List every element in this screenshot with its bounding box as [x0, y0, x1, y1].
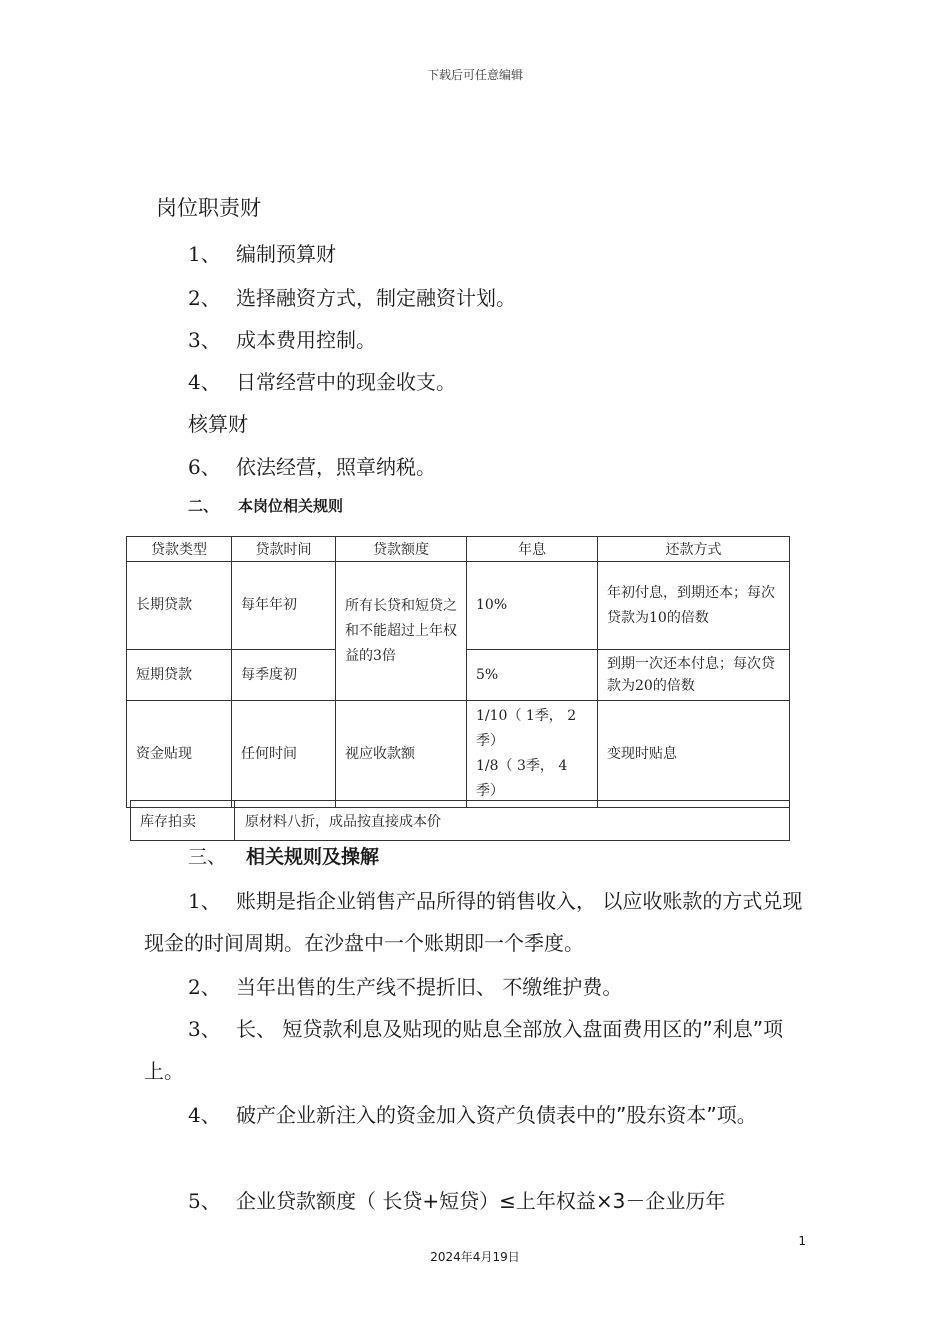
table-cell: 长期贷款: [127, 562, 232, 650]
table-cell: 变现时贴息: [598, 701, 790, 808]
section-heading: [188, 842, 379, 869]
table-header-row: [127, 537, 790, 562]
rule-paragraph: [144, 1008, 808, 1092]
rate-line: 1/10（ 1季， 2季）: [476, 708, 577, 749]
table-cell: 任何时间: [232, 701, 336, 808]
column-header: 贷款时间: [232, 537, 336, 562]
item-number: 6、: [188, 455, 221, 479]
item-number: 4、: [188, 370, 221, 394]
rule-paragraph: [144, 1094, 808, 1136]
column-header: 贷款额度: [336, 537, 467, 562]
rule-paragraph: [144, 966, 808, 1008]
auction-row: [130, 800, 790, 841]
table-cell: 每年年初: [232, 562, 336, 650]
table-cell: 每季度初: [232, 650, 336, 701]
paragraph-number: 4、: [188, 1103, 221, 1127]
table-row: [127, 562, 790, 650]
item-text: 编制预算财: [236, 242, 336, 266]
page-number: 1: [798, 1234, 806, 1248]
rule-paragraph: [144, 880, 808, 964]
duty-item: [188, 238, 336, 267]
item-text: 成本费用控制。: [236, 328, 376, 352]
table-cell: 所有长贷和短贷之和不能超过上年权益的3倍: [336, 562, 467, 701]
item-text: 核算财: [188, 412, 248, 436]
paragraph-text: 破产企业新注入的资金加入资产负债表中的”股东资本”项。: [236, 1103, 757, 1127]
column-header: 贷款类型: [127, 537, 232, 562]
paragraph-text: 账期是指企业销售产品所得的销售收入， 以应收账款的方式兑现现金的时间周期。在沙盘中一个账期即一个季度。: [144, 889, 803, 955]
paragraph-text: 企业贷款额度（ 长贷+短贷）≤上年权益×3－企业历年: [236, 1189, 726, 1213]
section-number: 二、: [188, 497, 219, 515]
header-note: 下载后可任意编辑: [426, 68, 523, 82]
item-text: 依法经营，照章纳税。: [236, 455, 436, 479]
table-cell: 到期一次还本付息；每次贷款为20的倍数: [598, 650, 790, 701]
item-number: 3、: [188, 328, 221, 352]
column-header: 年息: [467, 537, 598, 562]
paragraph-number: 5、: [188, 1189, 221, 1213]
paragraph-text: 长、 短贷款利息及贴现的贴息全部放入盘面费用区的”利息”项上。: [144, 1017, 784, 1083]
section-heading: [188, 495, 343, 516]
item-text: 日常经营中的现金收支。: [236, 370, 456, 394]
column-header: 还款方式: [598, 537, 790, 562]
table-cell: 年初付息，到期还本；每次贷款为10的倍数: [598, 562, 790, 650]
table-cell: [467, 701, 598, 808]
duty-item: [188, 324, 376, 353]
item-text: 选择融资方式，制定融资计划。: [236, 286, 516, 310]
duty-item: [188, 366, 456, 395]
duty-item: [188, 408, 248, 437]
duty-item: [188, 451, 436, 480]
footer-date: 2024年4月19日: [430, 1250, 520, 1264]
section-heading-text: 相关规则及操解: [246, 846, 380, 868]
section-number: 三、: [188, 846, 227, 868]
table-cell: 10%: [467, 562, 598, 650]
auction-label: 库存拍卖: [131, 801, 235, 840]
section-heading-text: 本岗位相关规则: [238, 497, 344, 515]
paragraph-number: 2、: [188, 975, 221, 999]
rate-line: 1/8（ 3季， 4季）: [476, 758, 568, 799]
section-title: 岗位职责财: [156, 196, 261, 220]
item-number: 1、: [188, 242, 221, 266]
auction-text: 原材料八折，成品按直接成本价: [245, 814, 441, 830]
table-cell: 短期贷款: [127, 650, 232, 701]
table-cell: 视应收款额: [336, 701, 467, 808]
table-cell: 资金贴现: [127, 701, 232, 808]
paragraph-text: 当年出售的生产线不提折旧、 不缴维护费。: [236, 975, 623, 999]
table-row: [127, 701, 790, 808]
duty-item: [188, 282, 516, 311]
rule-paragraph: [144, 1180, 808, 1222]
paragraph-number: 3、: [188, 1017, 221, 1041]
loan-rules-table: [126, 536, 790, 808]
table-cell: 5%: [467, 650, 598, 701]
paragraph-number: 1、: [188, 889, 221, 913]
item-number: 2、: [188, 286, 221, 310]
